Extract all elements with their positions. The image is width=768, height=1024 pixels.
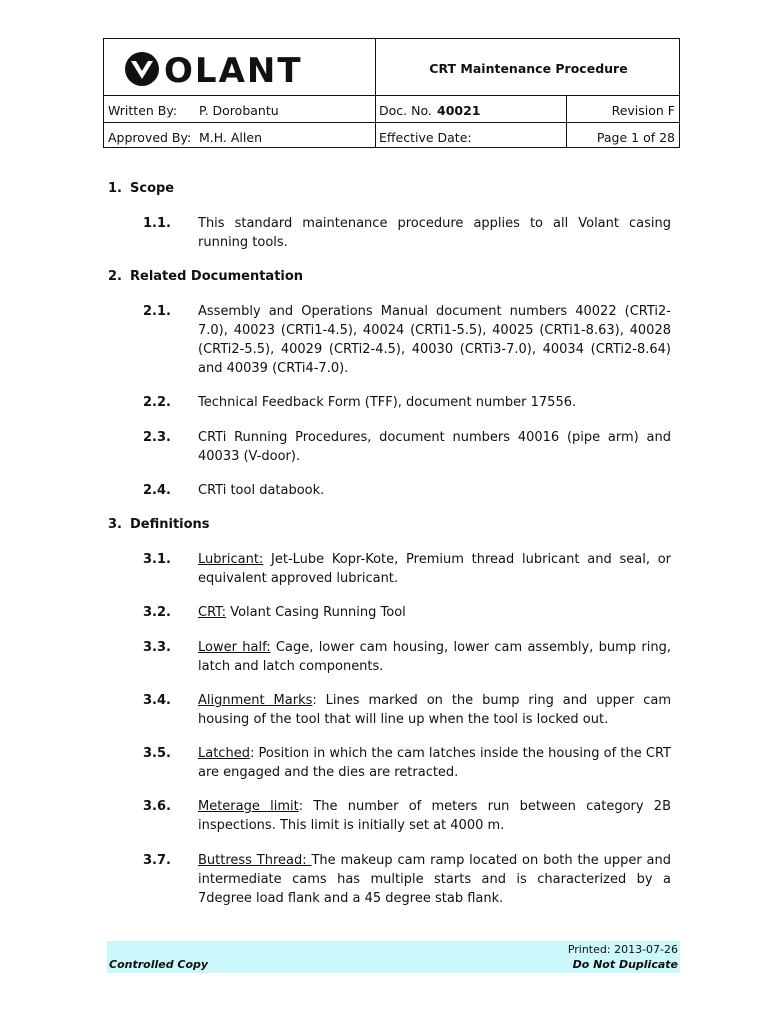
definition-term: Lower half: (198, 640, 271, 655)
item-number: 2.4. (143, 483, 171, 498)
page-number: Page 1 of 28 (596, 130, 675, 145)
doc-no-label: Doc. No. (379, 103, 432, 118)
document-title: CRT Maintenance Procedure (429, 61, 628, 76)
revision: Revision F (611, 103, 675, 118)
item-number: 3.3. (143, 640, 171, 655)
item-text: CRTi tool databook. (198, 483, 325, 498)
document-header (103, 38, 680, 148)
section-scope (108, 179, 174, 198)
section-title: Definitions (130, 517, 210, 532)
item-number: 3.2. (143, 605, 171, 620)
controlled-copy-label: Controlled Copy (109, 958, 209, 971)
section-title: Related Documentation (130, 269, 304, 284)
definition-text: Volant Casing Running Tool (226, 605, 406, 620)
definition-term: Buttress Thread: (198, 853, 312, 868)
item-number: 3.6. (143, 799, 171, 814)
item-number: 1.1. (143, 216, 171, 231)
section-title: Scope (130, 181, 175, 196)
definition-term: Latched (198, 746, 250, 761)
item-number: 3.4. (143, 693, 171, 708)
item-text: Technical Feedback Form (TFF), document number 17556. (198, 395, 577, 410)
item-number: 3.7. (143, 853, 171, 868)
do-not-duplicate-label: Do Not Duplicate (572, 958, 678, 971)
svg-text:OLANT: OLANT (164, 51, 303, 89)
item-number: 2.1. (143, 304, 171, 319)
definition-term: Meterage limit (198, 799, 299, 814)
item-text: Assembly and Operations Manual document numbers 40022 (CRTi2-7.0), 40023 (CRTi1-4.5), 40024 (CRTi1-5.5), 40025 (CRTi1-8.63), 40028 (CRTi2-5.5), 40029 (CRTi2-4.5), 40030 (CRTi3-7.0), 40034 (CRTi2-8.64) and 40039 (CRTi4-7.0). (198, 304, 671, 376)
volant-logo (122, 49, 332, 93)
page-footer (107, 941, 680, 973)
approved-by-value: M.H. Allen (199, 130, 262, 145)
item-number: 3.1. (143, 552, 171, 567)
section-definitions (108, 515, 210, 534)
doc-no-value: 40021 (437, 103, 481, 118)
definition-text: Jet-Lube Kopr-Kote, Premium thread lubricant and seal, or equivalent approved lubricant. (198, 552, 671, 586)
section-number: 3. (108, 517, 122, 532)
approved-by-label: Approved By: (108, 130, 192, 145)
definition-term: CRT: (198, 605, 227, 620)
printed-date: Printed: 2013-07-26 (567, 943, 678, 956)
item-number: 2.3. (143, 430, 171, 445)
definition-term: Alignment Marks (198, 693, 313, 708)
definition-text: : Position in which the cam latches inside the housing of the CRT are engaged and the dies are retracted. (198, 746, 671, 780)
item-number: 2.2. (143, 395, 171, 410)
section-number: 1. (108, 181, 122, 196)
effective-date-label: Effective Date: (379, 130, 472, 145)
definition-text: Cage, lower cam housing, lower cam assembly, bump ring, latch and latch components. (198, 640, 671, 674)
written-by-value: P. Dorobantu (199, 103, 279, 118)
item-text: CRTi Running Procedures, document numbers 40016 (pipe arm) and 40033 (V-door). (198, 430, 671, 464)
definition-text: : Lines marked on the bump ring and upper cam housing of the tool that will line up when the tool is locked out. (198, 693, 671, 727)
definition-text: The makeup cam ramp located on both the upper and intermediate cams has multiple starts and is characterized by a 7degree load flank and a 45 degree stab flank. (198, 853, 671, 906)
section-related-documentation (108, 267, 303, 286)
written-by-label: Written By: (108, 103, 178, 118)
definition-term: Lubricant: (198, 552, 264, 567)
item-number: 3.5. (143, 746, 171, 761)
item-text: This standard maintenance procedure applies to all Volant casing running tools. (198, 216, 671, 250)
section-number: 2. (108, 269, 122, 284)
definition-text: : The number of meters run between category 2B inspections. This limit is initially set at 4000 m. (198, 799, 671, 833)
